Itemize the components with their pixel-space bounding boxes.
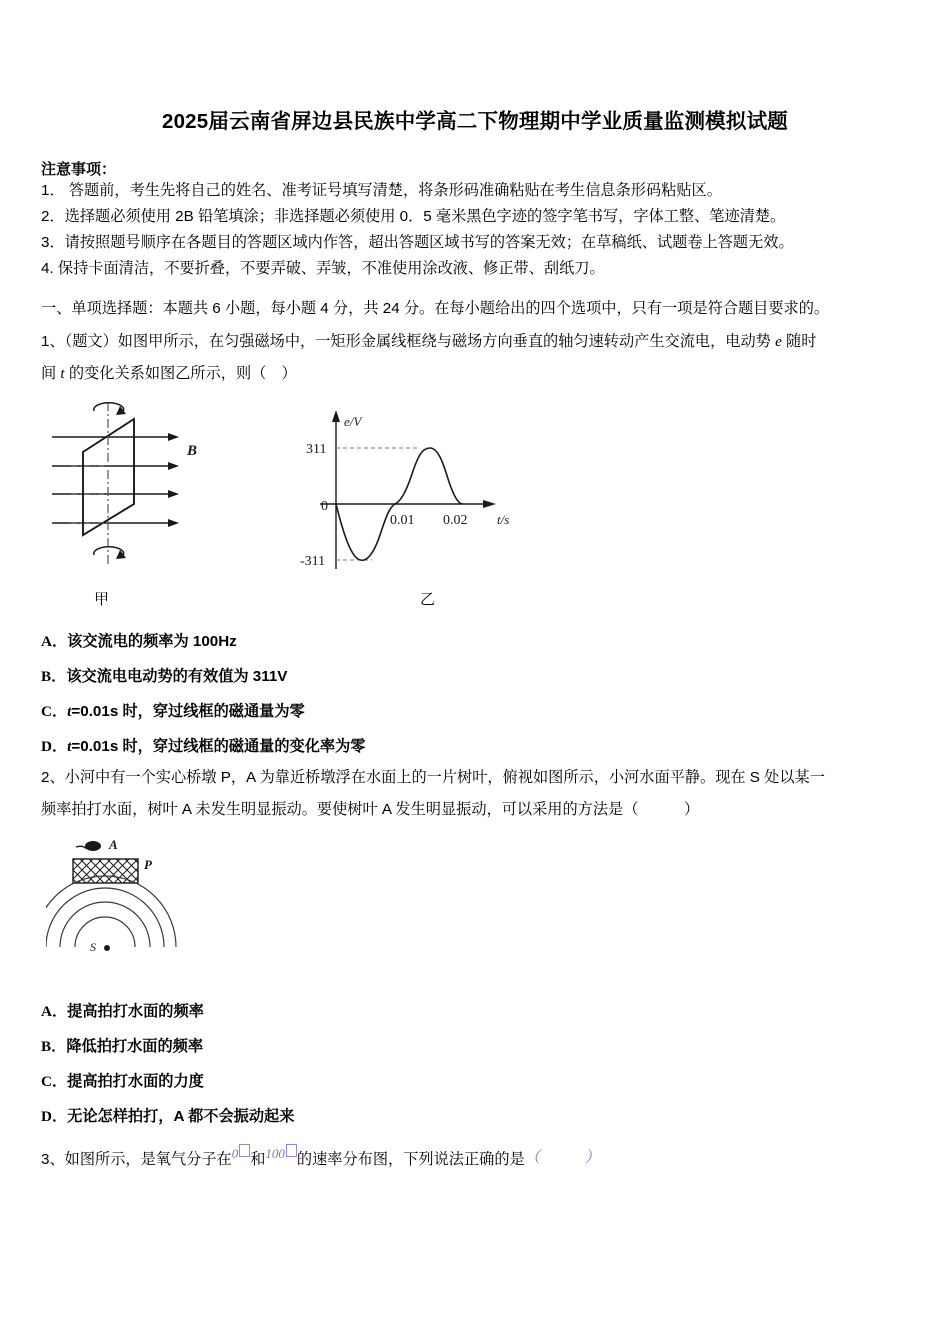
x-axis-label: t/s — [497, 512, 510, 527]
question-1-options — [41, 624, 366, 764]
question-2-options — [41, 994, 294, 1134]
source-label-S: S — [90, 940, 96, 954]
rotating-coil-svg — [46, 392, 276, 587]
pier-label-P: P — [144, 857, 152, 872]
option-A — [41, 624, 366, 659]
notice-item: 1． 答题前，考生先将自己的姓名、准考证号填写清楚，将条形码准确粘贴在考生信息条形码粘贴区。 — [41, 182, 722, 199]
leaf-body — [85, 841, 101, 851]
field-arrowhead — [168, 462, 179, 470]
option-A-label: A． — [41, 633, 68, 650]
question-1-line2-pre: 间 — [41, 365, 61, 382]
missing-glyph-run-1 — [265, 1146, 297, 1161]
question-1-line2-post: 的变化关系如图乙所示，则（ ） — [64, 365, 297, 382]
question-3-text-mid: 和 — [250, 1151, 266, 1168]
option-D-text: =0.01s 时，穿过线框的磁通量的变化率为零 — [71, 738, 366, 755]
notice-list — [41, 178, 921, 282]
notice-item: 4. 保持卡面清洁，不要折叠，不要弄破、弄皱，不准使用涂改液、修正带、刮纸刀。 — [41, 260, 605, 277]
question-2-line2: 频率拍打水面，树叶 A 未发生明显振动。要使树叶 A 发生明显振动，可以采用的方法是（ ） — [41, 801, 700, 818]
missing-glyph-box — [286, 1144, 297, 1157]
option-C — [41, 694, 366, 729]
option-B-label: B． — [41, 668, 67, 685]
temperature-value-0: 0 — [231, 1146, 239, 1161]
notice-heading: 注意事项： — [41, 161, 117, 178]
option-D — [41, 729, 366, 764]
question-1-var-t: t — [60, 365, 65, 382]
missing-glyph-run-0 — [232, 1146, 251, 1161]
option-D-label: D． — [41, 738, 68, 755]
option-A — [41, 994, 294, 1029]
y-axis-arrowhead — [332, 410, 340, 422]
wave-arc — [46, 876, 176, 947]
option-A-text: 提高拍打水面的频率 — [67, 1003, 204, 1020]
notice-item: 3．请按照题号顺序在各题目的答题区域内作答，超出答题区域书写的答案无效；在草稿纸、试题卷上答题无效。 — [41, 234, 794, 251]
field-arrowhead — [168, 519, 179, 527]
page-title: 2025届云南省屏边县民族中学高二下物理期中学业质量监测模拟试题 — [161, 110, 788, 133]
wave-arc — [60, 902, 150, 947]
question-2-number: 2、 — [41, 769, 65, 786]
option-C-text: 提高拍打水面的力度 — [67, 1073, 204, 1090]
temperature-value-100: 100 — [265, 1146, 285, 1161]
question-1-text-part2: 随时 — [781, 333, 817, 350]
y-tick-0: 0 — [321, 499, 328, 514]
option-A-text: 该交流电的频率为 100Hz — [67, 633, 237, 650]
question-2-line1: 小河中有一个实心桥墩 P，A 为靠近桥墩浮在水面上的一片树叶，俯视如图所示，小河水面平静。现在 S 处以某一 — [64, 769, 825, 786]
option-C-var-t: t — [67, 703, 72, 720]
question-2-stem — [41, 762, 931, 826]
wave-arc — [75, 917, 135, 947]
notice-item: 2．选择题必须使用 2B 铅笔填涂；非选择题必须使用 0．5 毫米黑色字迹的签字笔书写，字体工整、笔迹清楚。 — [41, 208, 786, 225]
option-B — [41, 659, 366, 694]
option-C — [41, 1064, 294, 1099]
option-C-label: C． — [41, 1073, 68, 1090]
emf-time-chart-svg — [300, 404, 550, 584]
question-3-text-pre: 如图所示，是氧气分子在 — [64, 1151, 232, 1168]
y-tick-311: 311 — [306, 442, 327, 457]
option-B-text: 降低拍打水面的频率 — [66, 1038, 204, 1055]
option-C-label: C． — [41, 703, 68, 720]
rotation-arrowhead-bottom — [116, 550, 126, 559]
figure-yi-caption: 乙 — [420, 591, 436, 608]
option-D-text: 无论怎样拍打，A 都不会振动起来 — [67, 1108, 295, 1125]
leaf-label-A: A — [109, 837, 118, 852]
option-D — [41, 1099, 294, 1134]
question-3-answer-parens: （ ） — [524, 1150, 600, 1166]
figure-jia-caption: 甲 — [94, 591, 110, 608]
x-tick-001: 0.01 — [390, 513, 415, 528]
option-D-var-t: t — [67, 738, 72, 755]
question-3-text-post: 的速率分布图，下列说法正确的是 — [296, 1151, 525, 1168]
field-arrowhead — [168, 433, 179, 441]
question-3-stem — [41, 1138, 931, 1176]
x-tick-002: 0.02 — [443, 513, 468, 528]
question-1-text-part1: （题文）如图甲所示，在匀强磁场中，一矩形金属线框绕与磁场方向垂直的轴匀速转动产生交流电，电动势 — [64, 333, 776, 350]
option-B-text: 该交流电电动势的有效值为 311V — [66, 668, 288, 685]
missing-glyph-box — [239, 1144, 250, 1157]
option-A-label: A． — [41, 1003, 68, 1020]
figure-water-wave-diffraction — [46, 834, 256, 989]
rotation-arrowhead-top — [116, 406, 126, 415]
y-axis-label: e/V — [344, 414, 362, 429]
question-1-number: 1、 — [41, 333, 65, 350]
option-C-text: =0.01s 时，穿过线框的磁通量为零 — [71, 703, 305, 720]
source-point — [104, 945, 110, 951]
water-wave-svg — [46, 834, 256, 984]
question-1-stem — [41, 326, 931, 390]
option-B — [41, 1029, 294, 1064]
question-3-number: 3、 — [41, 1151, 65, 1168]
option-D-label: D． — [41, 1108, 68, 1125]
x-axis-arrowhead — [483, 500, 496, 508]
option-B-label: B． — [41, 1038, 67, 1055]
figure-jia-rotating-coil — [46, 392, 276, 592]
question-1-var-e: e — [775, 333, 782, 350]
field-arrowhead — [168, 490, 179, 498]
magnetic-field-label: B — [187, 443, 198, 459]
section-heading: 一、单项选择题：本题共 6 小题，每小题 4 分，共 24 分。在每小题给出的四个选项中，只有一项是符合题目要求的。 — [41, 300, 830, 317]
figure-yi-emf-graph — [300, 404, 550, 589]
y-tick-neg311: -311 — [300, 554, 326, 569]
